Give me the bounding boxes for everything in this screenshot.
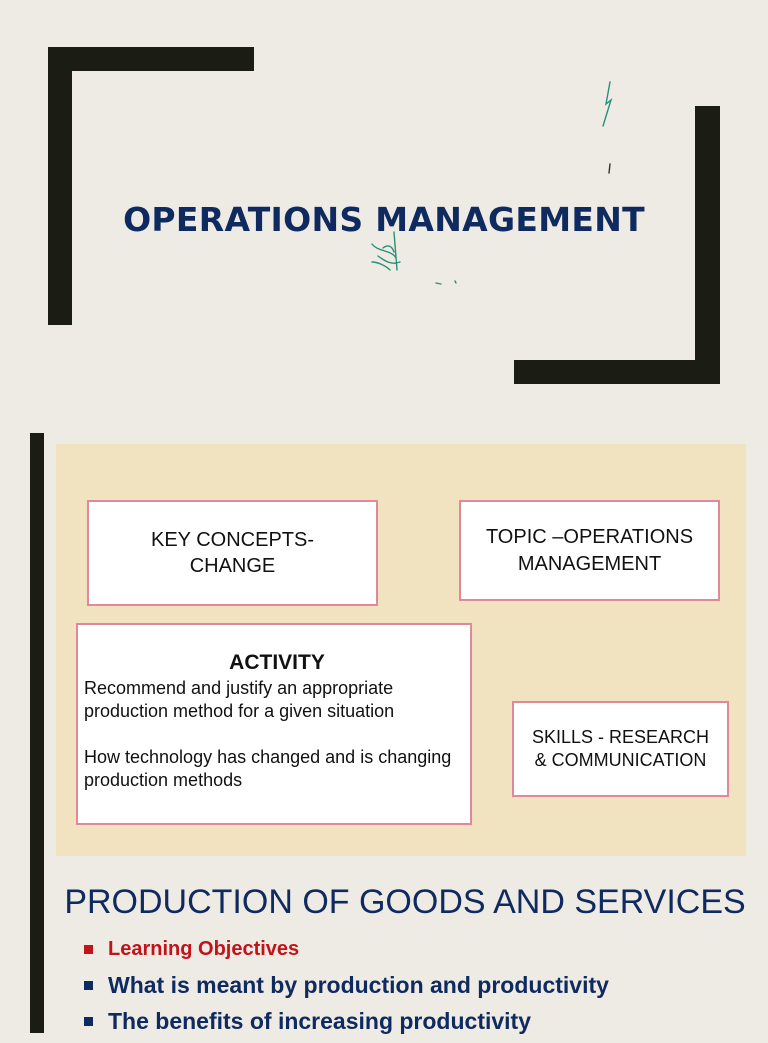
objective-label: The benefits of increasing productivity: [108, 1008, 532, 1034]
content-slide: [0, 410, 768, 1034]
topic-text: TOPIC –OPERATIONS MANAGEMENT: [485, 525, 694, 575]
activity-line-2: How technology has changed and is changing production methods: [84, 747, 452, 790]
objectives-list: [82, 935, 609, 1043]
skills-text: SKILLS - RESEARCH & COMMUNICATION: [531, 727, 710, 770]
key-concepts-box: [87, 500, 378, 606]
objective-label: Learning Objectives: [108, 938, 300, 960]
list-item-objective: [82, 971, 609, 1007]
square-bullet-icon: [84, 1017, 93, 1026]
list-item-learning-objectives: [82, 935, 609, 971]
ink-stroke-comma: [609, 164, 610, 173]
square-bullet-icon: [84, 981, 93, 990]
accent-bar: [30, 433, 44, 1033]
ink-dots: [436, 281, 456, 284]
title-slide: [0, 0, 768, 410]
page-title: OPERATIONS MANAGEMENT: [123, 200, 645, 239]
activity-box: [76, 623, 472, 825]
skills-box: [512, 701, 729, 797]
key-concepts-text: KEY CONCEPTS- CHANGE: [151, 529, 314, 577]
topic-box: [459, 500, 720, 601]
activity-line-1: Recommend and justify an appropriate production method for a given situation: [84, 678, 395, 721]
section-heading: PRODUCTION OF GOODS AND SERVICES: [64, 883, 746, 921]
activity-heading: ACTIVITY: [229, 651, 325, 674]
ink-stroke-lightning: [603, 82, 611, 126]
square-bullet-icon: [84, 945, 93, 954]
objective-label: What is meant by production and productivity: [108, 972, 609, 998]
list-item-objective: [82, 1007, 609, 1043]
